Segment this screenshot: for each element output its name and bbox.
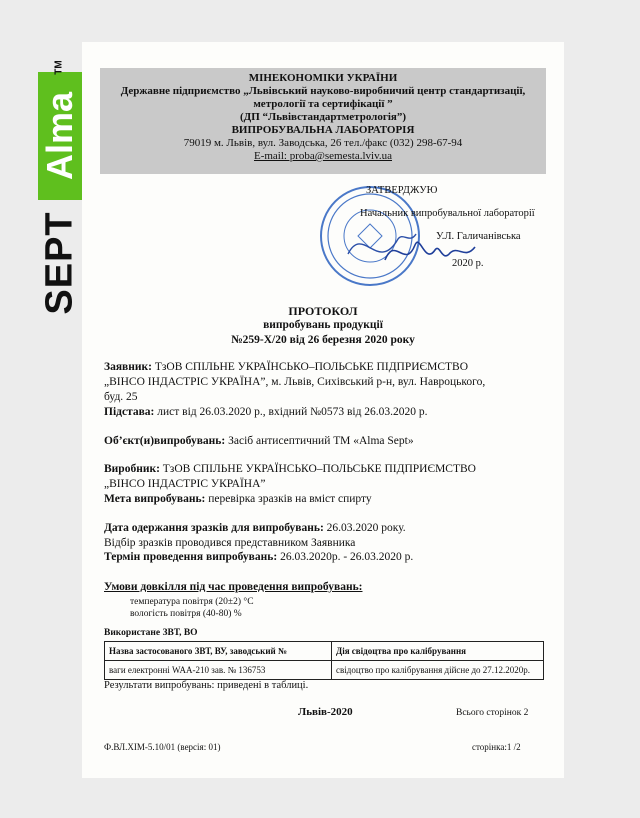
maker-value: ТзОВ СПІЛЬНЕ УКРАЇНСЬКО–ПОЛЬСЬКЕ ПІДПРИЄМСТВО xyxy=(159,463,476,475)
logo-sept-block xyxy=(38,200,82,326)
maker-line xyxy=(104,463,476,475)
equipment-table xyxy=(104,641,544,680)
goal-line xyxy=(104,493,372,505)
applicant-line xyxy=(104,361,468,373)
results-note: Результати випробувань: приведені в таблиці. xyxy=(104,680,309,691)
table-header-cell: Назва застосованого ЗВТ, ВУ, заводський № xyxy=(105,642,332,661)
header-ministry: МІНЕКОНОМІКИ УКРАЇНИ xyxy=(248,72,398,84)
object-label: Об’єкт(и)випробувань: xyxy=(104,435,226,447)
approve-signatory: У.Л. Галичанівська xyxy=(436,231,521,242)
env-label: Умови довкілля під час проведення випробувань: xyxy=(104,581,363,593)
logo-trademark: TM xyxy=(53,60,65,75)
basis-value: лист від 26.03.2020 р., вхідний №0573 від 26.03.2020 р. xyxy=(154,406,428,418)
header-enterprise-cont: метрології та сертифікації ” xyxy=(253,98,393,110)
footer-total-pages: Всього сторінок 2 xyxy=(456,708,529,718)
logo-alma-block xyxy=(38,72,82,200)
term-label: Термін проведення випробувань: xyxy=(104,551,278,563)
protocol-number: №259-Х/20 від 26 березня 2020 року xyxy=(231,334,415,346)
header-short-name: (ДП “Львівстандартметрологія”) xyxy=(239,111,407,123)
approve-position: Начальник випробувальної лабораторії xyxy=(360,208,535,219)
env-humidity: вологість повітря (40-80) % xyxy=(130,609,242,619)
object-value: Засіб антисептичний ТМ «Alma Sept» xyxy=(225,435,414,447)
object-line xyxy=(104,435,414,447)
date-value: 26.03.2020 року. xyxy=(323,522,406,534)
protocol-title: ПРОТОКОЛ xyxy=(288,304,358,318)
applicant-address: „ВІНСО ІНДАСТРІС УКРАЇНА”, м. Львів, Сихівський р-н, вул. Навроцького, xyxy=(104,376,486,388)
basis-label: Підстава: xyxy=(104,406,155,418)
goal-value: перевірка зразків на вміст спирту xyxy=(205,493,372,505)
applicant-building: буд. 25 xyxy=(104,391,138,403)
protocol-subtitle: випробувань продукції xyxy=(263,319,383,331)
table-header-row xyxy=(105,642,544,661)
term-line xyxy=(104,551,413,563)
logo-alma-text: Alma xyxy=(39,91,80,181)
table-header-cell: Дія свідоцтва про калібрування xyxy=(332,642,544,661)
footer-page-number: сторінка:1 /2 xyxy=(472,742,521,752)
env-temperature: температура повітря (20±2) °С xyxy=(130,597,254,607)
term-value: 26.03.2020р. - 26.03.2020 р. xyxy=(277,551,414,563)
applicant-label: Заявник: xyxy=(104,361,152,373)
brand-logo xyxy=(38,60,82,326)
zvt-label: Використане ЗВТ, ВО xyxy=(104,628,198,638)
footer-form-code: Ф.ВЛ.ХІМ-5.10/01 (версія: 01) xyxy=(104,742,221,752)
header-enterprise: Державне підприємство „Львівський науково-виробничий центр стандартизації, xyxy=(120,85,526,97)
maker-name: „ВІНСО ІНДАСТРІС УКРАЇНА” xyxy=(104,478,266,490)
approve-title: ЗАТВЕРДЖУЮ xyxy=(366,185,438,196)
goal-label: Мета випробувань: xyxy=(104,493,206,505)
table-cell: свідоцтво про калібрування дійсне до 27.12.2020р. xyxy=(332,661,544,680)
lab-header xyxy=(100,68,546,174)
logo-sept-text: SEPT xyxy=(38,211,81,315)
applicant-value: ТзОВ СПІЛЬНЕ УКРАЇНСЬКО–ПОЛЬСЬКЕ ПІДПРИЄМСТВО xyxy=(151,361,469,373)
sampling-line: Відбір зразків проводився представником Заявника xyxy=(104,537,356,549)
header-email: E-mail: proba@semesta.lviv.ua xyxy=(253,150,392,162)
approve-date: 2020 р. xyxy=(452,258,484,269)
header-address: 79019 м. Львів, вул. Заводська, 26 тел./факс (032) 298-67-94 xyxy=(183,137,463,149)
table-cell: ваги електронні WAA-210 зав. № 136753 xyxy=(105,661,332,680)
header-lab-name: ВИПРОБУВАЛЬНА ЛАБОРАТОРІЯ xyxy=(231,124,415,136)
maker-label: Виробник: xyxy=(104,463,160,475)
footer-city: Львів-2020 xyxy=(298,706,353,718)
table-row xyxy=(105,661,544,680)
date-label: Дата одержання зразків для випробувань: xyxy=(104,522,324,534)
basis-line xyxy=(104,406,428,418)
signature xyxy=(380,225,480,275)
date-line xyxy=(104,522,406,534)
